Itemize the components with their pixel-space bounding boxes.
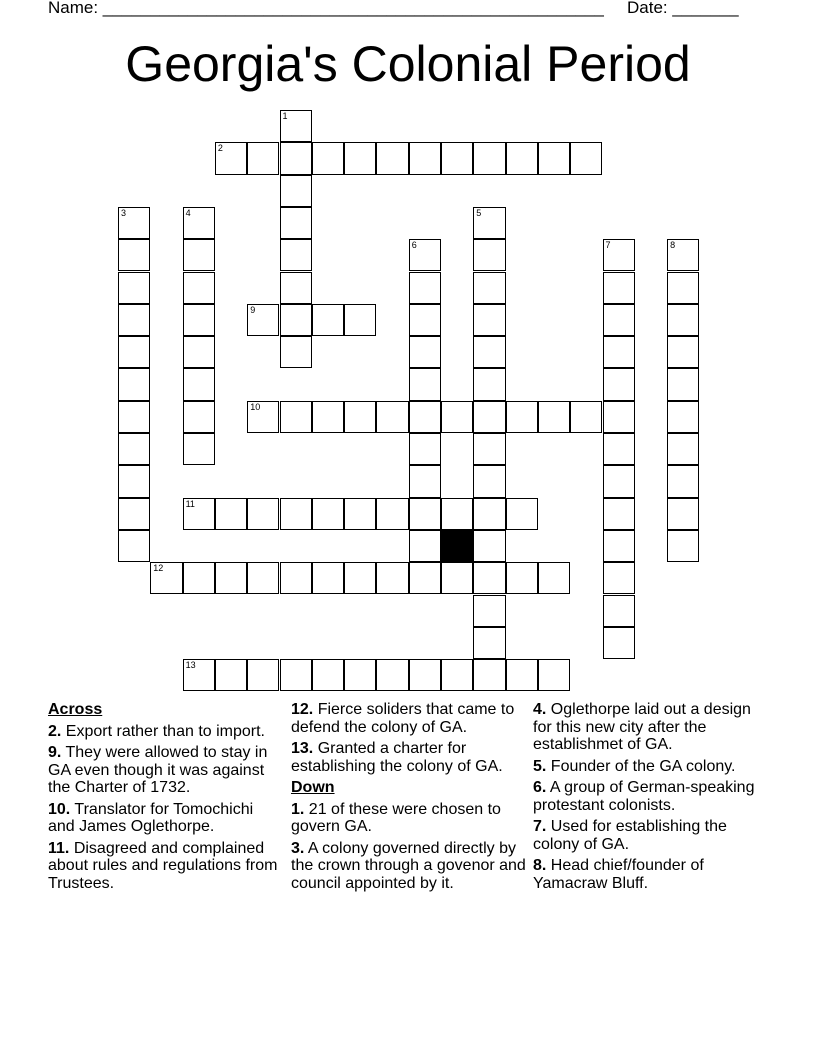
crossword-cell[interactable]	[603, 304, 635, 336]
crossword-cell[interactable]	[312, 562, 344, 594]
crossword-cell[interactable]	[376, 498, 408, 530]
crossword-cell[interactable]	[473, 498, 505, 530]
clue-column-2	[291, 701, 529, 896]
crossword-cell[interactable]	[603, 562, 635, 594]
crossword-cell[interactable]	[215, 659, 247, 691]
clue-number: 12.	[291, 701, 314, 718]
crossword-cell[interactable]	[603, 401, 635, 433]
clue-down-4	[533, 701, 773, 754]
crossword-cell[interactable]	[409, 272, 441, 304]
crossword-cell[interactable]	[473, 304, 505, 336]
crossword-cell[interactable]	[667, 336, 699, 368]
crossword-cell[interactable]	[603, 595, 635, 627]
crossword-cell[interactable]	[247, 562, 279, 594]
clue-number-label: 10	[250, 401, 261, 412]
crossword-cell[interactable]	[280, 110, 312, 142]
crossword-cell[interactable]	[280, 239, 312, 271]
clue-number-label: 9	[250, 304, 256, 315]
crossword-cell[interactable]	[409, 336, 441, 368]
clue-across-9	[48, 744, 280, 797]
crossword-cell[interactable]	[667, 498, 699, 530]
crossword-cell[interactable]	[667, 465, 699, 497]
puzzle-title: Georgia's Colonial Period	[125, 36, 691, 92]
crossword-cell[interactable]	[441, 562, 473, 594]
crossword-cell[interactable]	[183, 239, 215, 271]
crossword-cell[interactable]	[603, 239, 635, 271]
crossword-cell[interactable]	[570, 401, 602, 433]
black-square	[441, 530, 473, 562]
crossword-cell[interactable]	[312, 304, 344, 336]
crossword-cell[interactable]	[603, 433, 635, 465]
crossword-cell[interactable]	[473, 142, 505, 174]
clue-text: A colony governed directly by the crown through a govenor and council appointed by it.	[291, 839, 526, 892]
crossword-cell[interactable]	[667, 239, 699, 271]
clue-number-label: 1	[282, 111, 288, 121]
clue-text: Head chief/founder of Yamacraw Bluff.	[533, 857, 704, 892]
crossword-cell[interactable]	[409, 530, 441, 562]
crossword-cell[interactable]	[409, 562, 441, 594]
clue-number-label: 3	[121, 207, 127, 218]
crossword-cell[interactable]	[344, 401, 376, 433]
clue-column-1	[48, 701, 280, 896]
crossword-cell[interactable]	[409, 465, 441, 497]
clue-down-8	[533, 857, 773, 892]
crossword-cell[interactable]	[473, 401, 505, 433]
crossword-cell[interactable]	[344, 142, 376, 174]
crossword-cell[interactable]	[538, 562, 570, 594]
crossword-cell[interactable]	[376, 562, 408, 594]
crossword-cell[interactable]	[441, 498, 473, 530]
crossword-cell[interactable]	[215, 142, 247, 174]
crossword-cell[interactable]	[538, 659, 570, 691]
clue-number: 13.	[291, 740, 314, 757]
clue-down-6	[533, 779, 773, 814]
crossword-cell[interactable]	[247, 659, 279, 691]
crossword-cell[interactable]	[280, 336, 312, 368]
clue-number: 6.	[533, 779, 547, 796]
clue-text: Translator for Tomochichi and James Oglethorpe.	[48, 800, 254, 835]
crossword-cell[interactable]	[118, 336, 150, 368]
crossword-cell[interactable]	[376, 659, 408, 691]
clue-text: Disagreed and complained about rules and regulations from Trustees.	[48, 839, 278, 892]
clue-text: They were allowed to stay in GA even though it was against the Charter of 1732.	[48, 744, 268, 796]
crossword-cell[interactable]	[344, 562, 376, 594]
clue-down-1	[291, 801, 529, 836]
crossword-cell[interactable]	[183, 336, 215, 368]
crossword-cell[interactable]	[118, 304, 150, 336]
crossword-cell[interactable]	[409, 401, 441, 433]
clue-number-label: 12	[153, 563, 164, 574]
crossword-cell[interactable]	[118, 465, 150, 497]
crossword-cell[interactable]	[118, 530, 150, 562]
clue-text: Export rather than to import.	[65, 722, 265, 740]
crossword-cell[interactable]	[312, 498, 344, 530]
crossword-cell[interactable]	[667, 304, 699, 336]
crossword-cell[interactable]	[118, 498, 150, 530]
clue-number-label: 8	[670, 240, 676, 251]
crossword-cell[interactable]	[183, 433, 215, 465]
clue-text: A group of German-speaking protestant colonists.	[533, 779, 755, 814]
crossword-cell[interactable]	[506, 142, 538, 174]
crossword-cell[interactable]	[473, 465, 505, 497]
crossword-cell[interactable]	[183, 659, 215, 691]
crossword-cell[interactable]	[376, 401, 408, 433]
clue-text: Used for establishing the colony of GA.	[533, 818, 727, 853]
crossword-cell[interactable]	[473, 595, 505, 627]
crossword-cell[interactable]	[280, 207, 312, 239]
crossword-cell[interactable]	[280, 304, 312, 336]
crossword-cell[interactable]	[603, 627, 635, 659]
crossword-cell[interactable]	[183, 498, 215, 530]
crossword-cell[interactable]	[118, 368, 150, 400]
crossword-cell[interactable]	[280, 659, 312, 691]
crossword-cell[interactable]	[312, 401, 344, 433]
crossword-cell[interactable]	[473, 562, 505, 594]
clue-text: Oglethorpe laid out a design for this new city after the establishmet of GA.	[533, 701, 751, 753]
crossword-cell[interactable]	[118, 207, 150, 239]
crossword-cell[interactable]	[215, 562, 247, 594]
crossword-cell[interactable]	[280, 562, 312, 594]
clue-across-2	[48, 723, 280, 741]
crossword-cell[interactable]	[603, 336, 635, 368]
crossword-cell[interactable]	[183, 272, 215, 304]
clue-number: 9.	[48, 744, 62, 761]
crossword-cell[interactable]	[409, 239, 441, 271]
crossword-cell[interactable]	[118, 433, 150, 465]
crossword-cell[interactable]	[183, 304, 215, 336]
clue-number-label: 11	[185, 498, 195, 509]
clue-text: Granted a charter for establishing the colony of GA.	[291, 740, 503, 775]
crossword-cell[interactable]	[409, 433, 441, 465]
crossword-cell[interactable]	[183, 401, 215, 433]
crossword-cell[interactable]	[506, 401, 538, 433]
crossword-cell[interactable]	[538, 142, 570, 174]
crossword-cell[interactable]	[118, 239, 150, 271]
name-field-line: Name: _____________________________________________________	[48, 0, 604, 17]
crossword-cell[interactable]	[183, 368, 215, 400]
crossword-cell[interactable]	[603, 272, 635, 304]
crossword-cell[interactable]	[473, 336, 505, 368]
crossword-cell[interactable]	[667, 368, 699, 400]
down-heading: Down	[291, 779, 335, 796]
crossword-cell[interactable]	[376, 142, 408, 174]
clue-across-11	[48, 840, 280, 893]
crossword-cell[interactable]	[150, 562, 182, 594]
crossword-cell[interactable]	[603, 530, 635, 562]
crossword-cell[interactable]	[409, 142, 441, 174]
crossword-cell[interactable]	[183, 562, 215, 594]
crossword-cell[interactable]	[667, 530, 699, 562]
clue-number-label: 4	[185, 207, 191, 218]
clue-number: 5.	[533, 757, 547, 775]
clue-down-7	[533, 818, 773, 853]
crossword-cell[interactable]	[506, 498, 538, 530]
date-field-line: Date: _______	[627, 0, 739, 17]
crossword-cell[interactable]	[344, 498, 376, 530]
clue-number: 2.	[48, 722, 62, 740]
crossword-cell[interactable]	[603, 498, 635, 530]
crossword-cell[interactable]	[280, 142, 312, 174]
crossword-cell[interactable]	[280, 401, 312, 433]
crossword-cell[interactable]	[247, 401, 279, 433]
crossword-cell[interactable]	[473, 207, 505, 239]
clue-number: 1.	[291, 800, 305, 818]
clue-down-5	[533, 758, 773, 776]
crossword-cell[interactable]	[473, 433, 505, 465]
clue-number-label: 2	[217, 143, 223, 154]
crossword-cell[interactable]	[441, 659, 473, 691]
clue-number: 4.	[533, 701, 547, 718]
crossword-cell[interactable]	[118, 272, 150, 304]
across-heading: Across	[48, 701, 103, 718]
crossword-cell[interactable]	[441, 401, 473, 433]
crossword-cell[interactable]	[247, 142, 279, 174]
crossword-cell[interactable]	[570, 142, 602, 174]
clue-number: 11.	[48, 839, 70, 857]
crossword-cell[interactable]	[667, 433, 699, 465]
crossword-cell[interactable]	[473, 368, 505, 400]
clue-number-label: 5	[476, 207, 482, 218]
clue-number-label: 6	[411, 240, 417, 251]
crossword-cell[interactable]	[409, 368, 441, 400]
clue-text: 21 of these were chosen to govern GA.	[291, 800, 501, 835]
clue-number: 10.	[48, 800, 71, 818]
clue-number-label: 13	[185, 660, 196, 671]
crossword-cell[interactable]	[441, 142, 473, 174]
clue-text: Fierce soliders that came to defend the colony of GA.	[291, 701, 515, 736]
clue-down-3	[291, 840, 529, 893]
crossword-cell[interactable]	[473, 239, 505, 271]
crossword-cell[interactable]	[409, 659, 441, 691]
crossword-cell[interactable]	[409, 304, 441, 336]
crossword-cell[interactable]	[118, 401, 150, 433]
crossword-cell[interactable]	[344, 659, 376, 691]
clue-across-12	[291, 701, 529, 736]
crossword-cell[interactable]	[280, 498, 312, 530]
crossword-cell[interactable]	[280, 272, 312, 304]
crossword-cell[interactable]	[506, 659, 538, 691]
crossword-cell[interactable]	[603, 465, 635, 497]
crossword-cell[interactable]	[667, 401, 699, 433]
crossword-cell[interactable]	[183, 207, 215, 239]
crossword-cell[interactable]	[247, 304, 279, 336]
crossword-cell[interactable]	[215, 498, 247, 530]
crossword-cell[interactable]	[603, 368, 635, 400]
crossword-cell[interactable]	[344, 304, 376, 336]
crossword-cell[interactable]	[538, 401, 570, 433]
crossword-cell[interactable]	[280, 175, 312, 207]
crossword-cell[interactable]	[473, 659, 505, 691]
crossword-cell[interactable]	[312, 142, 344, 174]
clue-across-10	[48, 801, 280, 836]
crossword-cell[interactable]	[473, 272, 505, 304]
clue-number: 7.	[533, 818, 547, 835]
crossword-cell[interactable]	[247, 498, 279, 530]
clue-across-13	[291, 740, 529, 775]
crossword-cell[interactable]	[312, 659, 344, 691]
crossword-cell[interactable]	[667, 272, 699, 304]
crossword-cell[interactable]	[473, 530, 505, 562]
clue-text: Founder of the GA colony.	[550, 757, 736, 775]
clue-number: 3.	[291, 839, 305, 857]
crossword-cell[interactable]	[473, 627, 505, 659]
clue-column-3	[533, 701, 773, 896]
clue-number-label: 7	[605, 240, 611, 251]
crossword-cell[interactable]	[506, 562, 538, 594]
crossword-cell[interactable]	[409, 498, 441, 530]
clue-number: 8.	[533, 857, 547, 874]
